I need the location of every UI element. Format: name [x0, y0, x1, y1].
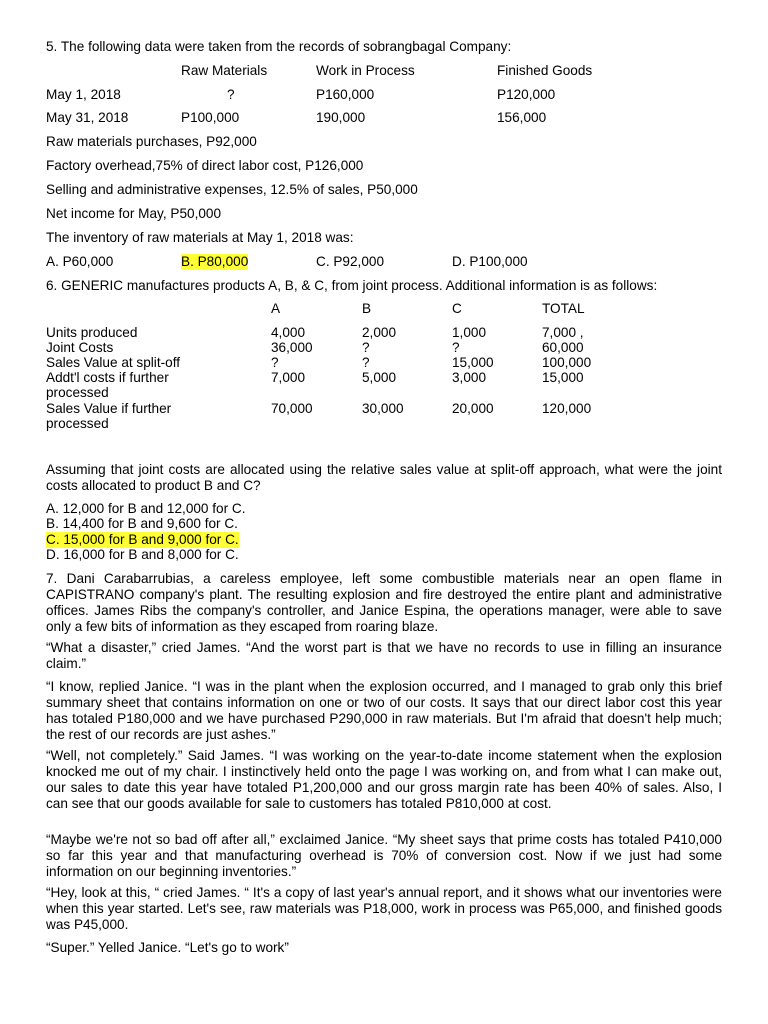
q6-row-label: Units produced: [46, 325, 138, 340]
q6-cell-b: 30,000: [362, 401, 404, 416]
q6-choice-c-highlighted: C. 15,000 for B and 9,000 for C.: [46, 532, 239, 547]
q6-cell-c: 15,000: [452, 355, 494, 370]
q5-row-label: May 31, 2018: [46, 110, 129, 125]
q7-paragraph: “Super.” Yelled Janice. “Let's go to work”: [46, 940, 289, 955]
q5-cell-rm: P100,000: [181, 110, 240, 125]
q6-cell-a: 4,000: [271, 325, 306, 340]
q6-title: 6. GENERIC manufactures products A, B, & C, from joint process. Additional information is as follows:: [46, 278, 658, 293]
q5-question: The inventory of raw materials at May 1, 2018 was:: [46, 230, 354, 245]
q5-header-raw-materials: Raw Materials: [181, 63, 268, 78]
q5-fact: Factory overhead,75% of direct labor cost, P126,000: [46, 158, 364, 173]
q6-header-b: B: [362, 301, 372, 316]
q6-row-label: Sales Value if further processed: [46, 401, 172, 431]
q6-cell-total: 120,000: [542, 401, 592, 416]
q5-cell-rm: ?: [227, 87, 235, 102]
q6-cell-total: 15,000: [542, 370, 584, 385]
q6-row-label: Addt'l costs if further processed: [46, 370, 169, 400]
q5-cell-wip: 190,000: [316, 110, 366, 125]
q5-choice-d: D. P100,000: [452, 254, 528, 269]
q6-question: Assuming that joint costs are allocated using the relative sales value at split-off approach, what were the joint costs allocated to product B and C?: [46, 462, 722, 493]
q7-paragraph: “I know, replied Janice. “I was in the plant when the explosion occurred, and I managed to grab only this brief summary sheet that contains information on one or two of our costs. It says that our direct labor cost this year has totaled P180,000 and we have purchased P290,000 in raw materials. But I'm afraid that doesn't help much; the rest of our records are just ashes.”: [46, 679, 722, 742]
q6-cell-total: 7,000 ,: [542, 325, 584, 340]
q6-header-total: TOTAL: [542, 301, 585, 316]
q6-cell-a: 36,000: [271, 340, 313, 355]
q6-choice-b: B. 14,400 for B and 9,600 for C.: [46, 516, 238, 531]
q7-paragraph: “Hey, look at this, “ cried James. “ It's a copy of last year's annual report, and it shows what our inventories were when this year started. Let's see, raw materials was P18,000, work in process was P65,000, and finished goods was P45,000.: [46, 885, 722, 932]
q6-row-label: Joint Costs: [46, 340, 114, 355]
q5-header-wip: Work in Process: [316, 63, 415, 78]
q5-fact: Selling and administrative expenses, 12.5% of sales, P50,000: [46, 182, 418, 197]
q6-header-c: C: [452, 301, 462, 316]
q7-paragraph: “Well, not completely.” Said James. “I was working on the year-to-date income statement when the explosion knocked me out of my chair. I instinctively held onto the page I was working on, and from what I can make out, our sales to date this year have totaled P1,200,000 and our gross margin rate has been 40% of sales. Also, I can see that our goods available for sale to customers has totaled P810,000 at cost.: [46, 748, 722, 811]
q5-choice-b-highlighted: B. P80,000: [181, 254, 249, 269]
q6-choice-a: A. 12,000 for B and 12,000 for C.: [46, 501, 246, 516]
q5-cell-fg: 156,000: [497, 110, 547, 125]
q6-cell-c: 1,000: [452, 325, 487, 340]
q6-cell-a: 70,000: [271, 401, 313, 416]
q5-title: 5. The following data were taken from the records of sobrangbagal Company:: [46, 39, 512, 54]
q5-choice-c: C. P92,000: [316, 254, 385, 269]
q5-cell-wip: P160,000: [316, 87, 375, 102]
q6-cell-total: 60,000: [542, 340, 584, 355]
q6-cell-a: 7,000: [271, 370, 306, 385]
q6-cell-b: 2,000: [362, 325, 397, 340]
q6-choice-d: D. 16,000 for B and 8,000 for C.: [46, 547, 239, 562]
q7-paragraph: “What a disaster,” cried James. “And the worst part is that we have no records to use in filling an insurance claim.”: [46, 640, 722, 671]
q6-cell-c: 20,000: [452, 401, 494, 416]
q6-cell-a: ?: [271, 355, 279, 370]
q6-cell-c: ?: [452, 340, 460, 355]
q5-fact: Raw materials purchases, P92,000: [46, 134, 257, 149]
q5-header-finished-goods: Finished Goods: [497, 63, 593, 78]
q7-paragraph: “Maybe we're not so bad off after all,” exclaimed Janice. “My sheet says that prime costs has totaled P410,000 so far this year and that manufacturing overhead is 70% of conversion cost. Now if we just had some information on our beginning inventories.”: [46, 832, 722, 879]
q5-fact: Net income for May, P50,000: [46, 206, 222, 221]
q6-row-label: Sales Value at split-off: [46, 355, 180, 370]
q7-paragraph: 7. Dani Carabarrubias, a careless employee, left some combustible materials near an open flame in CAPISTRANO company's plant. The resulting explosion and fire destroyed the entire plant and administrative offices. James Ribs the company's controller, and Janice Espina, the operations manager, were able to save only a few bits of information as they escaped from roaring blaze.: [46, 571, 722, 634]
q6-cell-total: 100,000: [542, 355, 592, 370]
q5-choice-a: A. P60,000: [46, 254, 114, 269]
q6-cell-b: 5,000: [362, 370, 397, 385]
q6-cell-b: ?: [362, 340, 370, 355]
q5-cell-fg: P120,000: [497, 87, 556, 102]
q6-cell-b: ?: [362, 355, 370, 370]
q5-row-label: May 1, 2018: [46, 87, 121, 102]
q6-header-a: A: [271, 301, 281, 316]
q6-cell-c: 3,000: [452, 370, 487, 385]
